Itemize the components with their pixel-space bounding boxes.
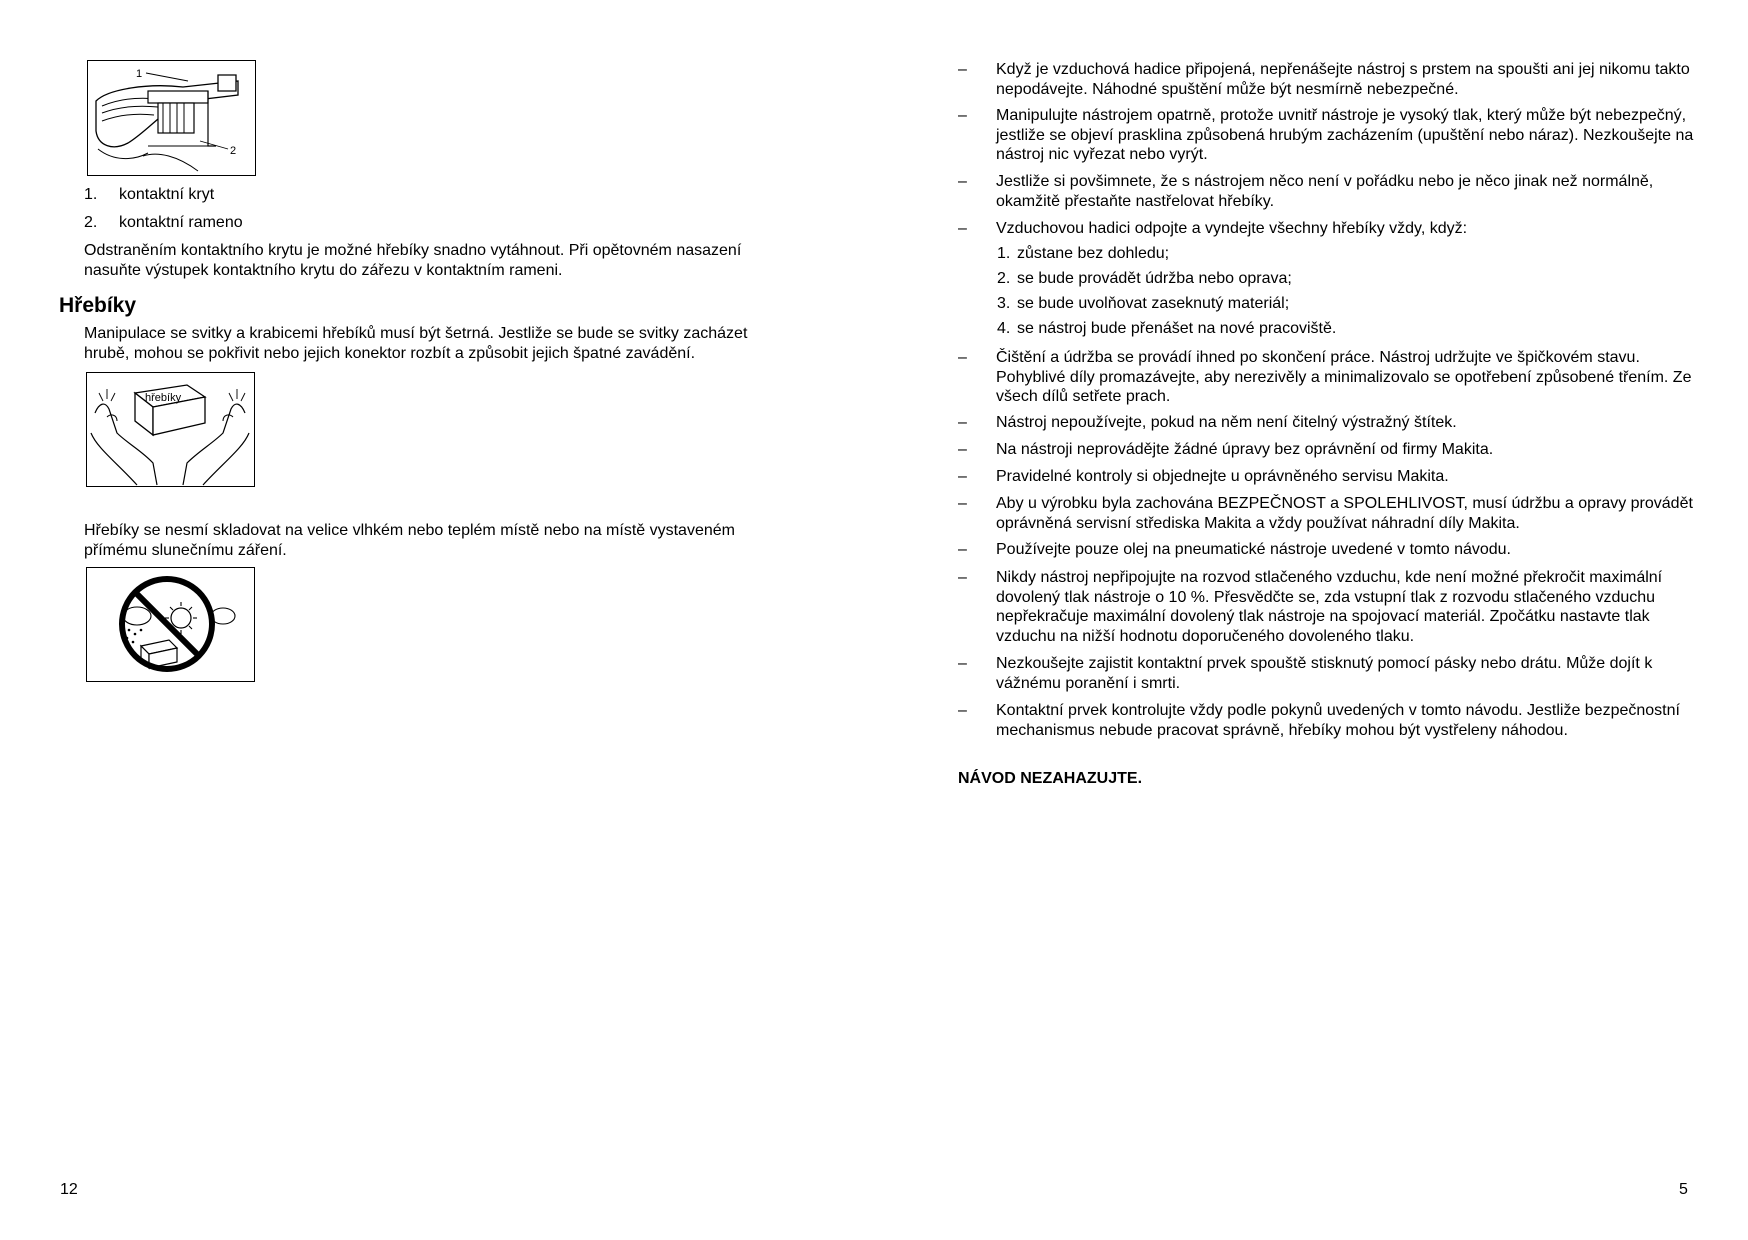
figure-contact-cover xyxy=(87,60,256,176)
list-item-text: Aby u výrobku byla zachována BEZPEČNOST a SPOLEHLIVOST, musí údržbu a opravy provádět oprávněná servisní střediska Makita a vždy používat náhradní díly Makita. xyxy=(996,495,1693,532)
list-item-text: Pravidelné kontroly si objednejte u oprávněného servisu Makita. xyxy=(996,468,1449,485)
list-item-text: Nikdy nástroj nepřipojujte na rozvod stlačeného vzduchu, kde není možné překročit maximální dovolený tlak nástroje o 10 %. Přesvědčte se, zda vstupní tlak z rozvodu stlačeného vzduchu nepřekračuje maximální dovolený tlak nástroje na spojovací materiál. Zpočátku nastavte tlak vzduchu na nižší hodnotu doporučeného dovoleného tlaku. xyxy=(996,569,1663,645)
dash-bullet: – xyxy=(958,441,967,458)
paragraph-contact-cover: Odstraněním kontaktního krytu je možné hřebíky snadno vytáhnout. Při opětovném nasazení nasuňte výstupek kontaktního krytu do zářezu v kontaktním rameni. xyxy=(84,242,742,279)
list-item-text: Kontaktní prvek kontrolujte vždy podle pokynů uvedených v tomto návodu. Jestliže bezpečnostní mechanismus nebude pracovat správně, hřebíky mohou být vystřeleny náhodou. xyxy=(996,702,1680,739)
page-number-right: 5 xyxy=(1679,1181,1688,1198)
list-item-text: Jestliže si povšimnete, že s nástrojem něco není v pořádku nebo je něco jinak než normálně, okamžitě přestaňte nastřelovat hřebíky. xyxy=(996,173,1654,210)
legend-num: 1. xyxy=(84,186,98,203)
box-label: hřebíky xyxy=(145,392,182,404)
legend-num: 2. xyxy=(84,214,98,231)
dash-bullet: – xyxy=(958,173,967,190)
sublist-num: 1. xyxy=(997,245,1011,262)
sublist-text: zůstane bez dohledu; xyxy=(1017,245,1170,262)
sublist-num: 2. xyxy=(997,270,1011,287)
section-heading: Hřebíky xyxy=(59,294,137,317)
paragraph-nail-handling: Manipulace se svitky a krabicemi hřebíků musí být šetrná. Jestliže se bude se svitky zacházet hrubě, mohou se pokřivit nebo jejich konektor rozbít a způsobit jejich špatné zavádění. xyxy=(84,325,748,362)
sublist-num: 3. xyxy=(997,295,1011,312)
callout-2-label: 2 xyxy=(230,145,237,157)
prohibition-drawing xyxy=(87,568,254,681)
sublist-num: 4. xyxy=(997,320,1011,337)
dash-bullet: – xyxy=(958,702,967,719)
figure-nail-box-handling xyxy=(86,372,255,487)
list-item-text: Na nástroji neprovádějte žádné úpravy bez oprávnění od firmy Makita. xyxy=(996,441,1494,458)
figure-storage-prohibition xyxy=(86,567,255,682)
dash-bullet: – xyxy=(958,414,967,431)
dash-bullet: – xyxy=(958,569,967,586)
dash-bullet: – xyxy=(958,220,967,237)
legend-text: kontaktní rameno xyxy=(119,214,243,231)
callout-1-label: 1 xyxy=(136,68,143,80)
list-item-text: Používejte pouze olej na pneumatické nástroje uvedené v tomto návodu. xyxy=(996,541,1511,558)
list-item-text: Vzduchovou hadici odpojte a vyndejte všechny hřebíky vždy, když: xyxy=(996,220,1468,237)
dash-bullet: – xyxy=(958,541,967,558)
sublist-text: se bude uvolňovat zaseknutý materiál; xyxy=(1017,295,1290,312)
paragraph-nail-storage: Hřebíky se nesmí skladovat na velice vlhkém nebo teplém místě nebo na místě vystaveném přímému slunečnímu záření. xyxy=(84,522,735,559)
closing-note: NÁVOD NEZAHAZUJTE. xyxy=(958,770,1143,787)
dash-bullet: – xyxy=(958,61,967,78)
sublist-text: se bude provádět údržba nebo oprava; xyxy=(1017,270,1292,287)
hands-box-drawing xyxy=(87,373,254,486)
sublist-text: se nástroj bude přenášet na nové pracoviště. xyxy=(1017,320,1337,337)
page-number-left: 12 xyxy=(60,1181,78,1198)
contact-cover-drawing xyxy=(88,61,255,175)
list-item-text: Manipulujte nástrojem opatrně, protože uvnitř nástroje je vysoký tlak, který může být nebezpečný, jestliže se objeví prasklina způsobená hrubým zacházením (upuštění nebo náraz). Nezkoušejte na nástroj nic vyřezat nebo vyrýt. xyxy=(996,107,1694,163)
list-item-text: Nezkoušejte zajistit kontaktní prvek spouště stisknutý pomocí pásky nebo drátu. Může dojít k vážnému poranění i smrti. xyxy=(996,655,1653,692)
list-item-text: Čištění a údržba se provádí ihned po skončení práce. Nástroj udržujte ve špičkovém stavu. Pohyblivé díly promazávejte, aby nerezivěly a minimalizovalo se opotřebení způsobené třením. Ze všech dílů setřete prach. xyxy=(996,349,1692,405)
dash-bullet: – xyxy=(958,468,967,485)
legend-text: kontaktní kryt xyxy=(119,186,215,203)
list-item-text: Když je vzduchová hadice připojená, nepřenášejte nástroj s prstem na spoušti ani jej nikomu takto nepodávejte. Náhodné spuštění může být nesmírně nebezpečné. xyxy=(996,61,1690,98)
list-item-text: Nástroj nepoužívejte, pokud na něm není čitelný výstražný štítek. xyxy=(996,414,1457,431)
dash-bullet: – xyxy=(958,349,967,366)
dash-bullet: – xyxy=(958,655,967,672)
dash-bullet: – xyxy=(958,107,967,124)
dash-bullet: – xyxy=(958,495,967,512)
